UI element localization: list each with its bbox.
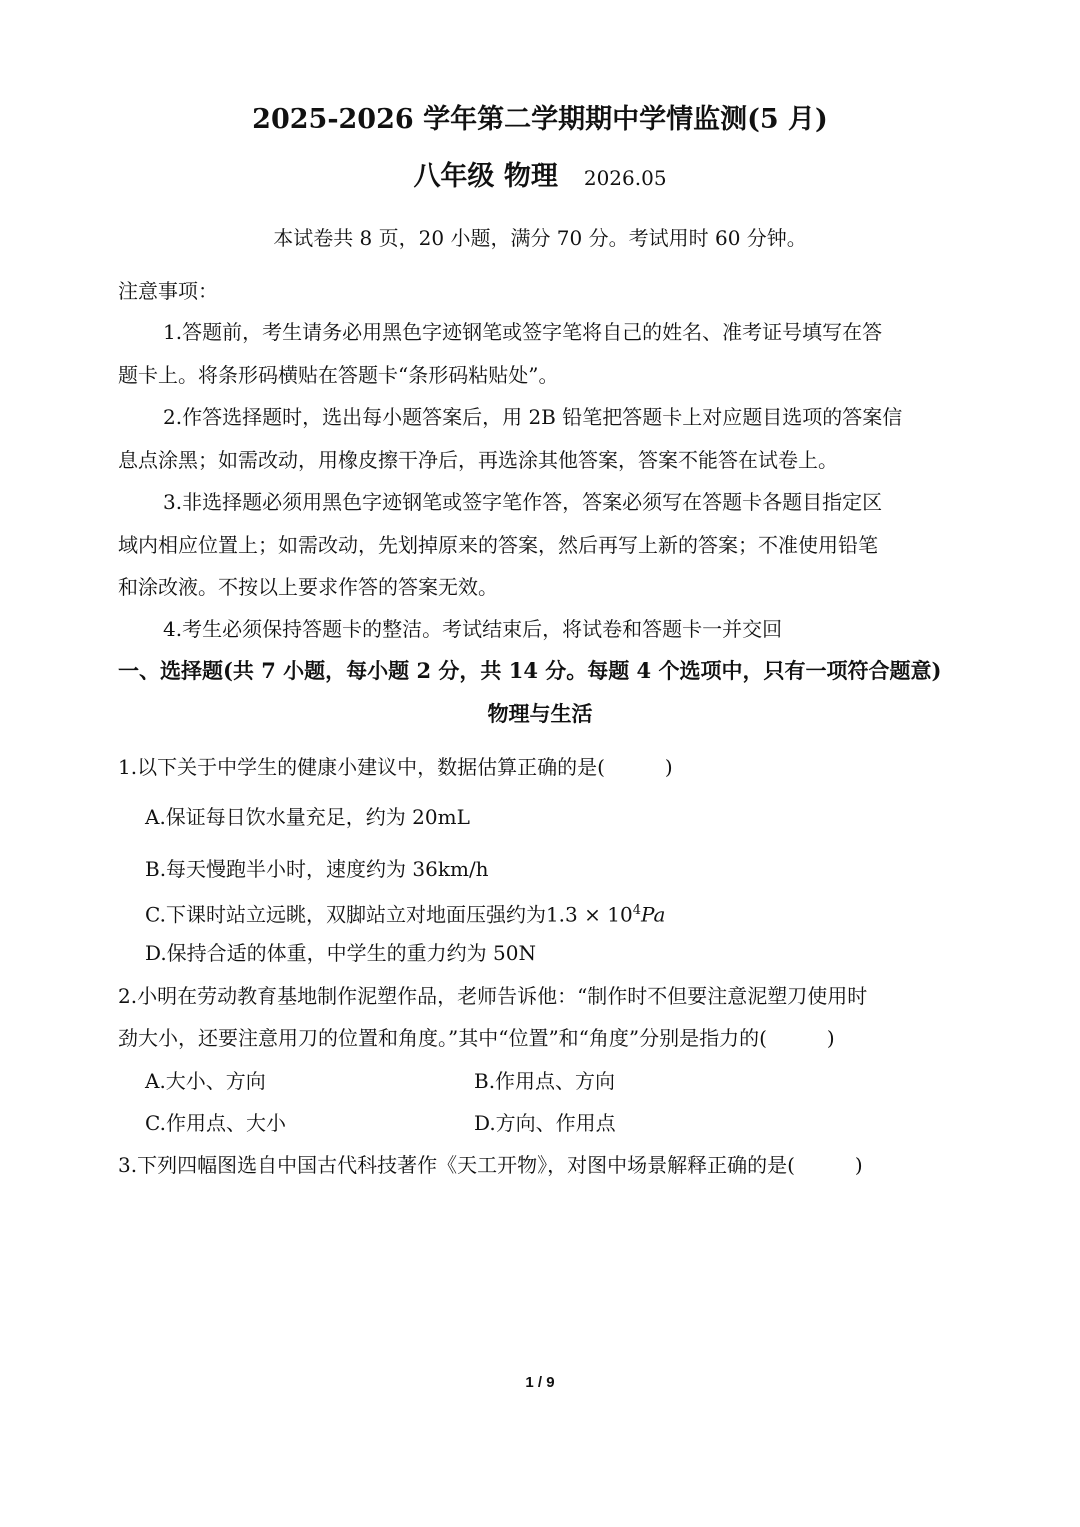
note-line: 3.非选择题必须用黑色字迹钢笔或签字笔作答，答案必须写在答题卡各题目指定区 — [163, 490, 883, 514]
exam-date: 2026.05 — [583, 166, 667, 190]
option-c-number: 1.3 × 10 — [545, 902, 633, 927]
question-3-stem: 3.下列四幅图选自中国古代科技著作《天工开物》，对图中场景解释正确的是( ) — [118, 1153, 863, 1177]
exam-title: 2025-2026 学年第二学期期中学情监测(5 月) — [252, 104, 828, 135]
question-2-stem-line-2: 劲大小，还要注意用刀的位置和角度。”其中“位置”和“角度”分别是指力的( ) — [118, 1026, 835, 1050]
note-line: 息点涂黑；如需改动，用橡皮擦干净后，再选涂其他答案，答案不能答在试卷上。 — [118, 448, 838, 472]
question-2-option-b: B.作用点、方向 — [474, 1069, 616, 1093]
note-line: 题卡上。将条形码横贴在答题卡“条形码粘贴处”。 — [118, 363, 559, 387]
option-c-prefix: C.下课时站立远眺，双脚站立对地面压强约为 — [145, 902, 546, 927]
note-line: 和涂改液。不按以上要求作答的答案无效。 — [118, 575, 498, 599]
section-heading: 一、选择题(共 7 小题，每小题 2 分，共 14 分。每题 4 个选项中，只有一项符合题意) — [118, 658, 942, 683]
option-c-unit: Pa — [640, 902, 666, 927]
note-line: 1.答题前，考生请务必用黑色字迹钢笔或签字笔将自己的姓名、准考证号填写在答 — [163, 320, 883, 344]
subtitle-row — [0, 157, 1080, 200]
question-2-option-c: C.作用点、大小 — [145, 1111, 286, 1135]
page-number: 1 / 9 — [525, 1374, 555, 1391]
question-2-option-d: D.方向、作用点 — [474, 1111, 616, 1135]
question-2-stem-line-1: 2.小明在劳动教育基地制作泥塑作品，老师告诉他：“制作时不但要注意泥塑刀使用时 — [118, 984, 868, 1008]
section-subheading: 物理与生活 — [487, 701, 593, 726]
question-1-option-b: B.每天慢跑半小时，速度约为 36km/h — [145, 857, 489, 881]
note-line: 4.考生必须保持答题卡的整洁。考试结束后，将试卷和答题卡一并交回 — [163, 617, 783, 641]
question-1-stem: 1.以下关于中学生的健康小建议中，数据估算正确的是( ) — [118, 755, 673, 779]
question-1-option-c — [145, 896, 665, 930]
question-2-option-a: A.大小、方向 — [145, 1069, 266, 1093]
question-1-option-a: A.保证每日饮水量充足，约为 20mL — [145, 805, 470, 829]
question-1-option-d: D.保持合适的体重，中学生的重力约为 50N — [145, 941, 536, 965]
notes-heading: 注意事项： — [118, 279, 218, 303]
note-line: 域内相应位置上；如需改动，先划掉原来的答案，然后再写上新的答案；不准使用铅笔 — [118, 533, 878, 557]
exam-subject: 八年级 物理 — [413, 161, 558, 192]
exam-info: 本试卷共 8 页，20 小题，满分 70 分。考试用时 60 分钟。 — [273, 226, 807, 250]
note-line: 2.作答选择题时，选出每小题答案后，用 2B 铅笔把答题卡上对应题目选项的答案信 — [163, 405, 903, 429]
option-c-exponent: 4 — [632, 903, 641, 918]
